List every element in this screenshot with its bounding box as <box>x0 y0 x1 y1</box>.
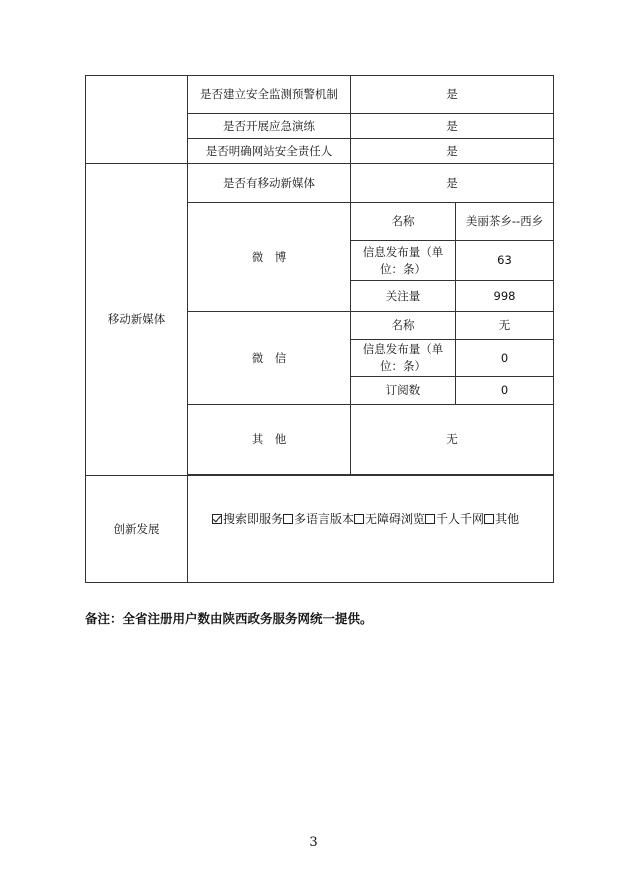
weibo-followers-label: 关注量 <box>351 281 456 312</box>
other-value: 无 <box>351 405 554 475</box>
table-row <box>86 164 554 203</box>
wechat-posts-label: 信息发布量（单位：条） <box>351 340 456 377</box>
wechat-subscribers-label: 订阅数 <box>351 377 456 405</box>
row-label-responsible-person: 是否明确网站安全责任人 <box>188 139 351 164</box>
wechat-label: 微 信 <box>188 312 351 405</box>
table-row <box>86 476 554 583</box>
wechat-name-value: 无 <box>456 312 554 340</box>
weibo-followers-value: 998 <box>456 281 554 312</box>
other-label: 其 他 <box>188 405 351 475</box>
option-search-as-service[interactable]: 搜索即服务 <box>212 511 283 528</box>
section-label-security <box>86 76 188 164</box>
weibo-name-value: 美丽茶乡--西乡 <box>456 203 554 241</box>
weibo-name-label: 名称 <box>351 203 456 241</box>
checked-checkbox-icon[interactable] <box>212 514 222 524</box>
option-multilingual[interactable]: 多语言版本 <box>283 511 354 528</box>
weibo-label: 微 博 <box>188 203 351 312</box>
checkbox-icon[interactable] <box>484 514 494 524</box>
weibo-posts-value: 63 <box>456 241 554 281</box>
row-label-emergency-drill: 是否开展应急演练 <box>188 114 351 139</box>
row-value-has-mobile-media: 是 <box>351 164 554 203</box>
checkbox-icon[interactable] <box>354 514 364 524</box>
footnote: 备注：全省注册用户数由陕西政务服务网统一提供。 <box>85 611 373 626</box>
innovation-options <box>188 476 554 583</box>
wechat-subscribers-value: 0 <box>456 377 554 405</box>
section-label-mobile-media: 移动新媒体 <box>86 164 188 476</box>
table-row <box>86 76 554 114</box>
website-report-table <box>85 75 554 583</box>
option-other[interactable]: 其他 <box>484 511 519 528</box>
weibo-posts-label: 信息发布量（单位：条） <box>351 241 456 281</box>
checkbox-icon[interactable] <box>283 514 293 524</box>
option-personalized[interactable]: 千人千网 <box>425 511 484 528</box>
option-accessibility[interactable]: 无障碍浏览 <box>354 511 425 528</box>
checkbox-icon[interactable] <box>425 514 435 524</box>
row-value-responsible-person: 是 <box>351 139 554 164</box>
page-number: 3 <box>309 835 318 850</box>
row-label-security-warning: 是否建立安全监测预警机制 <box>188 76 351 114</box>
wechat-posts-value: 0 <box>456 340 554 377</box>
row-value-emergency-drill: 是 <box>351 114 554 139</box>
wechat-name-label: 名称 <box>351 312 456 340</box>
innovation-label: 创新发展 <box>86 476 188 583</box>
row-value-security-warning: 是 <box>351 76 554 114</box>
row-label-has-mobile-media: 是否有移动新媒体 <box>188 164 351 203</box>
